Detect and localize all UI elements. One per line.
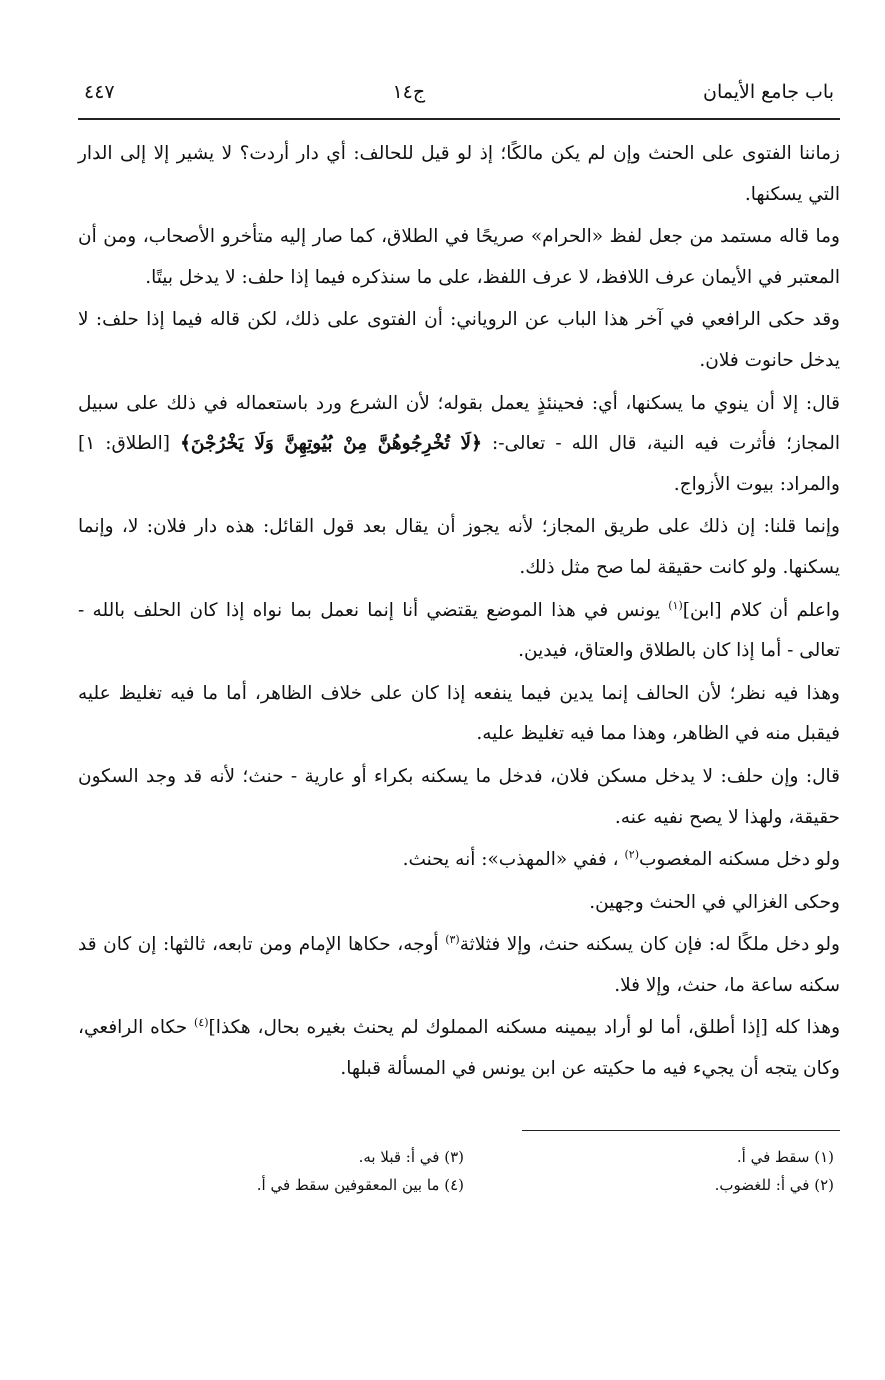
paragraph-7: وهذا فيه نظر؛ لأن الحالف إنما يدين فيما ينفعه إذا كان على خلاف الظاهر، أما ما فيه تغليظ عليه فيقبل منه في الظاهر، وهذا مما فيه تغليظ عليه. [78,682,840,745]
paragraph-1: زماننا الفتوى على الحنث وإن لم يكن مالكًا؛ إذ لو قيل للحالف: أي دار أردت؟ لا يشير إلا إلى الدار التي يسكنها. [78,143,840,205]
paragraph-4 [78,384,840,506]
paragraph-11-text-a: ولو دخل ملكًا له: فإن كان يسكنه حنث، وإلا فثلاثة [459,934,840,956]
paragraph-12-text-b: حكاه الرافعي، وكان يتجه أن يجيء فيه ما حكيته عن ابن يونس في المسألة قبلها. [78,1017,840,1080]
quran-quote: ﴿لَا تُخْرِجُوهُنَّ مِنْ بُيُوتِهِنَّ وَلَا يَخْرُجْنَ﴾ [180,433,482,455]
paragraph-4-text-b: [الطلاق: ١] والمراد: بيوت الأزواج. [78,433,840,495]
footnote-marker-1: (١) [668,598,683,612]
paragraph-6-text-b: يونس في هذا الموضع يقتضي أنا إنما نعمل بما نواه إذا كان الحلف بالله - تعالى - أما إذا كان بالطلاق والعتاق، فيدين. [78,599,840,662]
footnote-2: (٢) في أ: للغضوب. [714,1175,834,1194]
paragraph-6-text-a: واعلم أن كلام [ابن] [682,599,840,621]
header-divider [78,118,840,120]
main-text [78,134,840,1090]
paragraph-10: وحكى الغزالي في الحنث وجهين. [589,891,840,913]
paragraph-3: وقد حكى الرافعي في آخر هذا الباب عن الروياني: أن الفتوى على ذلك، لكن قاله فيما إذا حلف: لا يدخل حانوت فلان. [78,309,840,371]
footnote-4: (٤) ما بين المعقوفين سقط في أ. [256,1175,464,1194]
paragraph-6 [78,591,840,672]
footnote-1: (١) سقط في أ. [736,1147,834,1166]
footnote-divider [522,1130,840,1131]
page-header [78,70,840,114]
paragraph-2: وما قاله مستمد من جعل لفظ «الحرام» صريحًا في الطلاق، كما صار إليه متأخرو الأصحاب، ومن أن المعتبر في الأيمان عرف اللافظ، لا عرف اللفظ، على ما سنذكره فيما إذا حلف: لا يدخل بيتًا. [78,226,840,288]
paragraph-11-text-b: أوجه، حكاها الإمام ومن تابعه، ثالثها: إن كان قد سكنه ساعة ما، حنث، وإلا فلا. [78,934,840,996]
footnote-marker-3: (٣) [445,933,460,947]
paragraph-5: وإنما قلنا: إن ذلك على طريق المجاز؛ لأنه يجوز أن يقال بعد قول القائل: هذه دار فلان: لا، وإنما يسكنها. ولو كانت حقيقة لما صح مثل ذلك. [78,516,840,578]
paragraph-11 [78,925,840,1006]
footnote-marker-2: (٢) [624,847,639,861]
paragraph-9 [78,840,840,881]
paragraph-8: قال: وإن حلف: لا يدخل مسكن فلان، فدخل ما يسكنه بكراء أو عارية - حنث؛ لأنه قد وجد السكون حقيقة، ولهذا لا يصح نفيه عنه. [78,765,840,828]
paragraph-9-text-b: ، ففي «المهذب»: أنه يحنث. [402,849,625,871]
footnote-marker-4: (٤) [194,1016,209,1030]
footnote-3: (٣) في أ: قبلا به. [358,1147,464,1166]
footnotes [78,1145,840,1197]
page-number: ٤٤٧ [84,81,115,103]
volume-number: ج١٤ [392,81,426,103]
book-page [78,70,840,1330]
paragraph-4-text-a: قال: إلا أن ينوي ما يسكنها، أي: فحينئذٍ يعمل بقوله؛ لأن الشرع ورد باستعماله في ذلك على سبيل المجاز؛ فأثرت فيه النية، قال الله - تعالى-: [78,392,841,455]
paragraph-12-text-a: وهذا كله [إذا أطلق، أما لو أراد بيمينه مسكنه المملوك لم يحنث بغيره بحال، هكذا] [208,1017,840,1039]
paragraph-9-text-a: ولو دخل مسكنه المغصوب [639,849,840,871]
paragraph-12 [78,1008,840,1089]
chapter-title: باب جامع الأيمان [703,81,834,103]
